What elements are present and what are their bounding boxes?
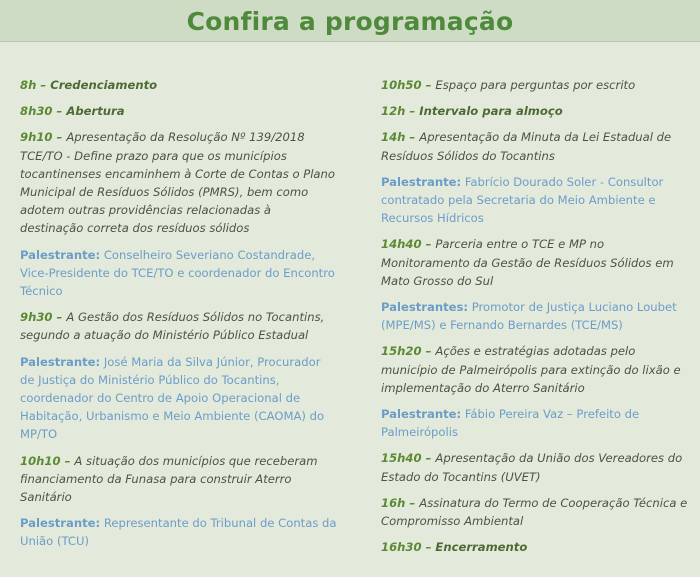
speaker-name: Fabrício Dourado Soler - Consultor contratado pela Secretaria do Meio Ambiente e Recursos Hídricos [381,174,664,226]
session-description: Assinatura do Termo de Cooperação Técnica e Compromisso Ambiental [381,495,688,529]
schedule-item: 15h40 – Apresentação da União dos Vereadores do Estado do Tocantins (UVET) [381,451,683,484]
session-time: 9h30 [20,310,53,325]
session-description: A Gestão dos Resíduos Sólidos no Tocantins, segundo a atuação do Ministério Público Estadual [20,310,325,343]
session-description: Abertura [66,104,125,119]
session-time: 9h10 [20,130,53,145]
session-description: Espaço para perguntas por escrito [435,78,636,92]
schedule-item: 9h30 – A Gestão dos Resíduos Sólidos no Tocantins, segundo a atuação do Ministério Público Estadual [20,310,325,343]
session-description: Ações e estratégias adotadas pelo município de Palmeirópolis para extinção do lixão e implementação do Aterro Sanitário [381,344,681,395]
speaker-item [20,514,338,550]
speaker-name: Representante do Tribunal de Contas da União (TCU) [20,516,337,549]
session-description: Credenciamento [50,78,158,92]
speaker-name: Conselheiro Severiano Costandrade, Vice-Presidente do TCE/TO e coordenador do Encontro Técnico [20,247,335,299]
speaker-item [381,405,693,441]
session-time: 14h40 [381,237,422,252]
schedule-item: 15h20 – Ações e estratégias adotadas pelo município de Palmeirópolis para extinção do lixão e implementação do Aterro Sanitário [381,344,681,395]
speaker-label: Palestrante: [20,247,101,262]
session-description: Apresentação da Resolução Nº 139/2018 TCE/TO - Define prazo para que os municípios tocantinenses encaminhem à Corte de Contas o Plano Municipal de Resíduos Sólidos (PMRS), bem como adotem outras providências relacionadas à destinação correta dos resíduos sólidos [20,130,335,236]
schedule-item: 14h – Apresentação da Minuta da Lei Estadual de Resíduos Sólidos do Tocantins [381,130,672,163]
schedule-item: 10h10 – A situação dos municípios que receberam financiamento da Funasa para construir Aterro Sanitário [20,453,318,505]
schedule-item: 14h40 – Parceria entre o TCE e MP no Monitoramento da Gestão de Resíduos Sólidos em Mato Grosso do Sul [381,237,674,288]
session-time: 10h50 [381,78,422,92]
schedule-right-column [381,76,693,564]
session-description: Apresentação da Minuta da Lei Estadual de Resíduos Sólidos do Tocantins [381,130,672,163]
speaker-label: Palestrante: [20,354,101,369]
speaker-label: Palestrantes: [381,300,469,315]
session-description: A situação dos municípios que receberam financiamento da Funasa para construir Aterro Sanitário [20,453,318,505]
schedule-item: 9h10 – Apresentação da Resolução Nº 139/2018 TCE/TO - Define prazo para que os municípios tocantinenses encaminhem à Corte de Contas o Plano Municipal de Resíduos Sólidos (PMRS), bem como adotem outras providências relacionadas à destinação correta dos resíduos sólidos [20,130,335,236]
session-time: 8h30 [20,104,53,119]
schedule-item: 12h – Intervalo para almoço [381,104,563,119]
speaker-label: Palestrante: [381,174,462,189]
speaker-name: Promotor de Justiça Luciano Loubet (MPE/MS) e Fernando Bernardes (TCE/MS) [381,300,677,333]
speaker-item [20,246,338,301]
session-time: 16h [381,495,406,510]
header-banner [0,0,700,42]
session-time: 14h [381,130,406,145]
schedule-left-column [20,76,338,559]
schedule-item: 16h – Assinatura do Termo de Cooperação Técnica e Compromisso Ambiental [381,495,688,529]
schedule-item: 8h – Credenciamento [20,78,158,92]
speaker-label: Palestrante: [20,516,101,531]
speaker-name: José Maria da Silva Júnior, Procurador de Justiça do Ministério Público do Tocantins, coordenador do Centro de Apoio Operacional de Habitação, Urbanismo e Meio Ambiente (CAOMA) do MP/TO [20,354,325,442]
session-description: Parceria entre o TCE e MP no Monitoramento da Gestão de Resíduos Sólidos em Mato Grosso do Sul [381,237,674,288]
session-time: 12h [381,104,406,119]
page-title: Confira a programação [186,7,514,36]
session-time: 16h30 [381,540,422,555]
session-description: Encerramento [435,540,528,555]
speaker-item [381,298,693,334]
speaker-label: Palestrante: [381,407,462,422]
session-time: 10h10 [20,453,61,468]
speaker-item [20,353,338,444]
schedule-item: 8h30 – Abertura [20,104,125,119]
speaker-name: Fábio Pereira Vaz – Prefeito de Palmeirópolis [381,407,640,440]
schedule-item: 10h50 – Espaço para perguntas por escrito [381,78,636,92]
session-time: 8h [20,78,37,92]
schedule-item: 16h30 – Encerramento [381,540,528,555]
speaker-item [381,173,693,228]
session-time: 15h20 [381,344,422,359]
session-time: 15h40 [381,451,422,466]
session-description: Intervalo para almoço [419,104,563,119]
session-description: Apresentação da União dos Vereadores do Estado do Tocantins (UVET) [381,451,683,484]
